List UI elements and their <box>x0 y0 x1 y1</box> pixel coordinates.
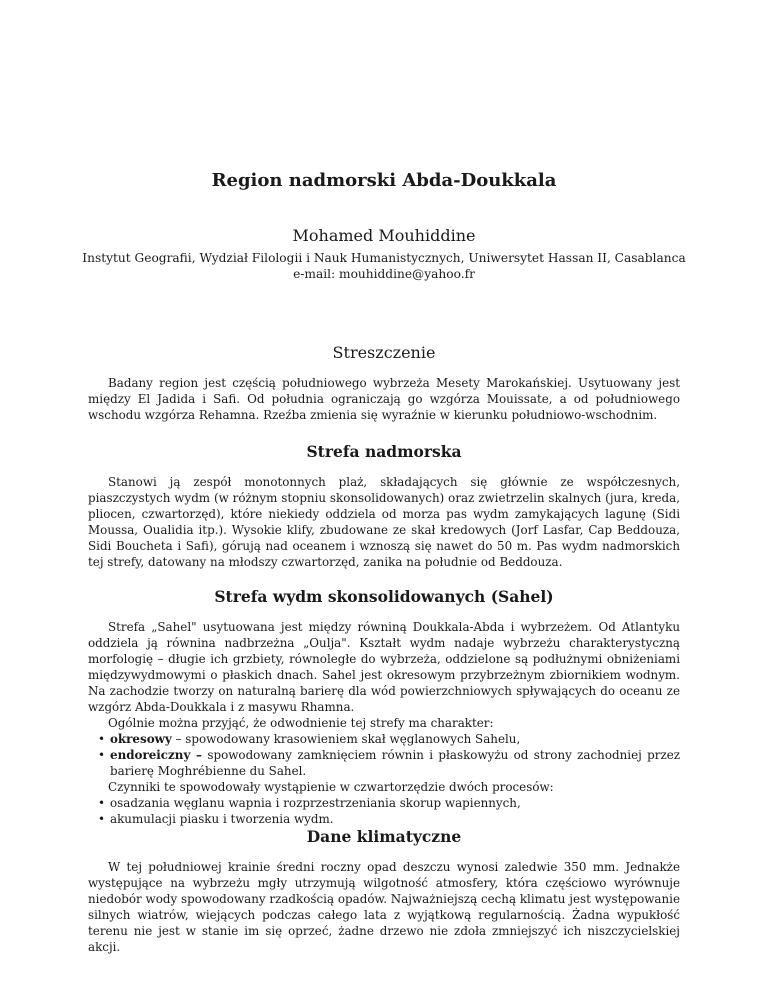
abstract-text-block <box>88 375 680 423</box>
list-item-text: akumulacji piasku i tworzenia wydm. <box>110 812 334 826</box>
climate-paragraph: W tej południowej krainie średni roczny opad deszczu wynosi zaledwie 350 mm. Jednakże występujące na wybrzeżu mgły utrzymują wilgotność atmosfery, która częściowo wyrównuje niedobór wody spowodowany rzadkością opadów. Najważniejszą cechą klimatu jest występowanie silnych wiatrów, wiejących podczas całego lata z wyjątkową regularnością. Żadna wypukłość terenu nie jest w stanie im się oprzeć, żadne drzewo nie zdoła zmniejszyć ich niszczycielskiej akcji. <box>88 860 680 954</box>
paper-title: Region nadmorski Abda-Doukkala <box>211 170 557 191</box>
list-item-text: – spowodowany krasowieniem skał węglanowych Sahelu, <box>171 732 521 746</box>
author-name: Mohamed Mouhiddine <box>292 226 476 245</box>
section-heading-sahel: Strefa wydm skonsolidowanych (Sahel) <box>214 587 554 606</box>
affiliation: Instytut Geografii, Wydział Filologii i Nauk Humanistycznych, Uniwersytet Hassan II, Casablanca <box>82 251 686 265</box>
section-coastal-zone-body <box>88 474 680 570</box>
list-item-text: osadzania węglanu wapnia i rozprzestrzeniania skorup wapiennych, <box>110 796 521 810</box>
list-item-term: okresowy <box>110 732 172 746</box>
sahel-paragraph-1: Strefa „Sahel" usytuowana jest między równiną Doukkala-Abda i wybrzeżem. Od Atlantyku oddziela ją równina nadbrzeżna „Oulja". Kształt wydm nadaje wybrzeżu charakterystyczną morfologię – długie ich grzbiety, równoległe do wybrzeża, oddzielone są podłużnymi obniżeniami międzywydmowymi o płaskich dnach. Sahel jest okresowym przybrzeżnym zbiornikiem wodnym. Na zachodzie tworzy on naturalną barierę dla wód powierzchniowych spływających do oceanu ze wzgórz Abda-Doukkala i z masywu Rhamna. <box>88 620 680 714</box>
list-item <box>88 795 680 811</box>
bullet-icon: • <box>98 812 106 826</box>
coastal-zone-paragraph: Stanowi ją zespół monotonnych plaż, składających się głównie ze współczesnych, piaszczystych wydm (w różnym stopniu skonsolidowanych) oraz zwietrzelin skalnych (jura, kreda, pliocen, czwartorzęd), które niekiedy oddziela od morza pas wydm zamykających lagunę (Sidi Moussa, Oualidia itp.). Wysokie klify, zbudowane ze skał kredowych (Jorf Lasfar, Cap Beddouza, Sidi Boucheta i Safi), górują nad oceanem i wznoszą się nawet do 50 m. Pas wydm nadmorskich tej strefy, datowany na młodszy czwartorzęd, zanika na południe od Beddouza. <box>88 475 680 569</box>
list-item <box>88 731 680 747</box>
section-heading-coastal-zone: Strefa nadmorska <box>306 442 462 461</box>
author-affiliation-block <box>0 250 768 282</box>
author-email: e-mail: mouhiddine@yahoo.fr <box>293 267 475 281</box>
list-item-text: spowodowany zamknięciem równin i płaskowyżu od strony zachodniej przez barierę Moghrébienne du Sahel. <box>110 748 681 778</box>
section-sahel-body <box>88 619 680 827</box>
abstract-text: Badany region jest częścią południowego wybrzeża Mesety Marokańskiej. Usytuowany jest między El Jadida i Safi. Od południa ograniczają go wzgórza Mouissate, a od południowego wschodu wzgórza Rehamna. Rzeźba zmienia się wyraźnie w kierunku południowo-wschodnim. <box>88 376 680 422</box>
abstract-heading: Streszczenie <box>332 343 436 362</box>
sahel-paragraph-3: Czynniki te spowodowały wystąpienie w czwartorzędzie dwóch procesów: <box>108 780 554 794</box>
bullet-icon: • <box>98 732 106 746</box>
section-climate-body <box>88 859 680 955</box>
section-heading-climate: Dane klimatyczne <box>306 827 462 846</box>
bullet-icon: • <box>98 796 106 810</box>
sahel-paragraph-2: Ogólnie można przyjąć, że odwodnienie tej strefy ma charakter: <box>108 716 494 730</box>
bullet-icon: • <box>98 748 106 762</box>
list-item <box>88 811 680 827</box>
drainage-character-list <box>88 731 680 779</box>
quaternary-processes-list <box>88 795 680 827</box>
list-item <box>88 747 680 779</box>
list-item-term: endoreiczny – <box>110 748 203 762</box>
